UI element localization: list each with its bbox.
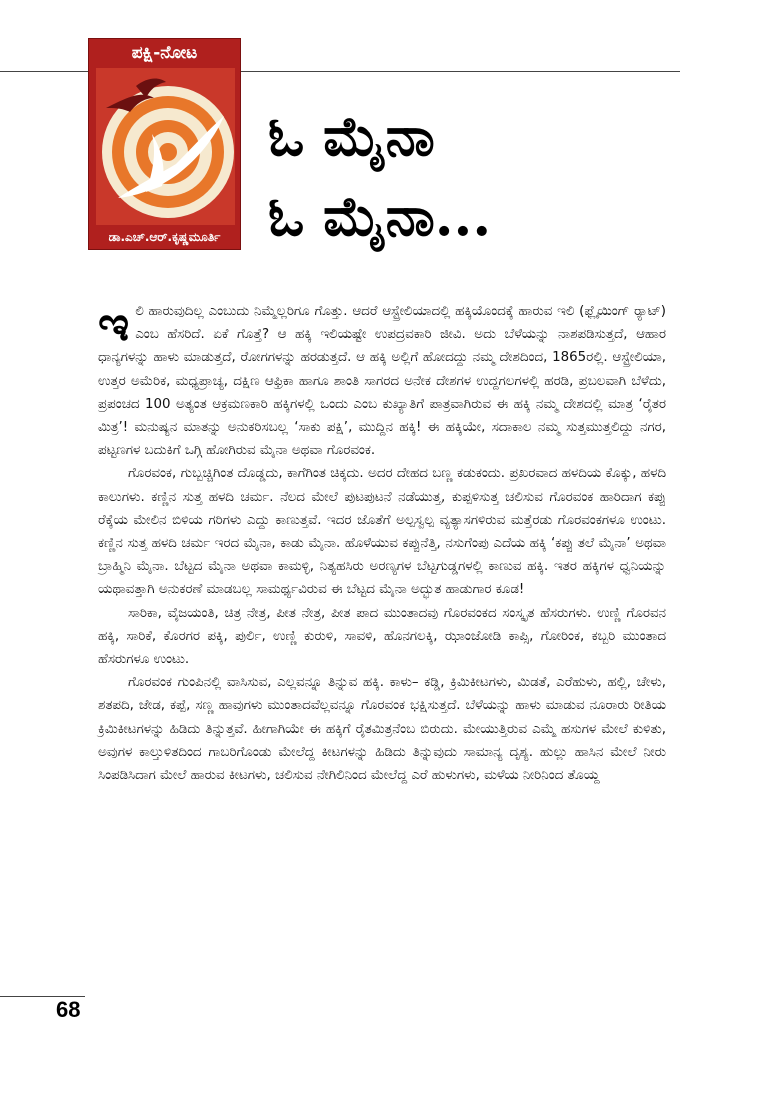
bird-target-illustration — [96, 68, 235, 225]
author-name: ಡಾ.ಎಚ್.ಆರ್.ಕೃಷ್ಣಮೂರ್ತಿ — [108, 230, 221, 244]
article-paragraph: ಗೊರವಂಕ ಗುಂಪಿನಲ್ಲಿ ವಾಸಿಸುವ, ಎಲ್ಲವನ್ನೂ ತಿನ್ನುವ ಹಕ್ಕಿ. ಕಾಳು– ಕಡ್ಡಿ, ಕ್ರಿಮಿಕೀಟಗಳು, ಮಿಡತೆ, ಎರೆಹುಳು, ಹಲ್ಲಿ, ಚೇಳು, ಶತಪದಿ, ಜೇಡ, ಕಪ್ಪೆ, ಸಣ್ಣ ಹಾವುಗಳು ಮುಂತಾದವೆಲ್ಲವನ್ನೂ ಗೊರವಂಕ ಭಕ್ಷಿಸುತ್ತದೆ. ಬೆಳೆಯನ್ನು ಹಾಳು ಮಾಡುವ ನೂರಾರು ರೀತಿಯ ಕ್ರಿಮಿಕೀಟಗಳನ್ನು ಹಿಡಿದು ತಿನ್ನುತ್ತವೆ. ಹೀಗಾಗಿಯೇ ಈ ಹಕ್ಕಿಗೆ ರೈತಮಿತ್ರನೆಂಬ ಬಿರುದು. ಮೇಯುತ್ತಿರುವ ಎಮ್ಮೆ ಹಸುಗಳ ಮೇಲೆ ಕುಳಿತು, ಅವುಗಳ ಕಾಲ್ತುಳಿತದಿಂದ ಗಾಬರಿಗೊಂಡು ಮೇಲೆದ್ದ ಕೀಟಗಳನ್ನು ಹಿಡಿದು ತಿನ್ನುವುದು ಸಾಮಾನ್ಯ ದೃಶ್ಯ. ಹುಲ್ಲು ಹಾಸಿನ ಮೇಲೆ ನೀರು ಸಿಂಪಡಿಸಿದಾಗ ಮೇಲೆ ಹಾರುವ ಕೀಟಗಳು, ಚಲಿಸುವ ನೇಗಿಲಿನಿಂದ ಮೇಲೆದ್ದ ಎರೆ ಹುಳುಗಳು, ಮಳೆಯ ನೀರಿನಿಂದ ತೊಯ್ದ — [98, 675, 666, 784]
article-paragraph: ಸಾರಿಕಾ, ವೈಜಯಂತಿ, ಚಿತ್ರ ನೇತ್ರ, ಪೀತ ನೇತ್ರ, ಪೀತ ಪಾದ ಮುಂತಾದವು ಗೊರವಂಕದ ಸಂಸ್ಕೃತ ಹೆಸರುಗಳು. ಉಣ್ಣಿ ಗೊರವನ ಹಕ್ಕಿ, ಸಾರಿಕೆ, ಕೊರಗರ ಪಕ್ಕಿ, ಪುರ್ಲಿ, ಉಣ್ಣಿ ಕುರುಳಿ, ಸಾವಳಿ, ಹೊನಗಲಕ್ಕಿ, ಝಾಂಜೋಡಿ ಕಾಪ್ಸಿ, ಗೋರಿಂಕ, ಕಬ್ಬರಿ ಮುಂತಾದ ಹೆಸರುಗಳೂ ಉಂಟು. — [98, 605, 666, 668]
page-number: 68 — [56, 997, 81, 1022]
article-body — [98, 296, 666, 787]
title-line-2: ಓ ಮೈನಾ... — [268, 184, 492, 248]
article-paragraph: ಗೊರವಂಕ, ಗುಬ್ಬಚ್ಚಿಗಿಂತ ದೊಡ್ಡದು, ಕಾಗೆಗಿಂತ ಚಿಕ್ಕದು. ಅದರ ದೇಹದ ಬಣ್ಣ ಕಡುಕಂದು. ಪ್ರಖರವಾದ ಹಳದಿಯ ಕೊಕ್ಕು, ಹಳದಿ ಕಾಲುಗಳು. ಕಣ್ಣಿನ ಸುತ್ತ ಹಳದಿ ಚರ್ಮ. ನೆಲದ ಮೇಲೆ ಪುಟಪುಟನೆ ನಡೆಯುತ್ತ, ಕುಪ್ಪಳಿಸುತ್ತ ಚಲಿಸುವ ಗೊರವಂಕ ಹಾರಿದಾಗ ಕಪ್ಪು ರೆಕ್ಕೆಯ ಮೇಲಿನ ಬಿಳಿಯ ಗರಿಗಳು ಎದ್ದು ಕಾಣುತ್ತವೆ. ಇದರ ಜೊತೆಗೆ ಅಲ್ಪಸ್ವಲ್ಪ ವ್ಯತ್ಯಾಸಗಳಿರುವ ಮತ್ತೆರಡು ಗೊರವಂಕಗಳೂ ಉಂಟು. ಕಣ್ಣಿನ ಸುತ್ತ ಹಳದಿ ಚರ್ಮ ಇರದ ಮೈನಾ, ಕಾಡು ಮೈನಾ. ಹೊಳೆಯುವ ಕಪ್ಪುನೆತ್ತಿ, ನಸುಗೆಂಪು ಎದೆಯ ಹಕ್ಕಿ ‘ಕಪ್ಪು ತಲೆ ಮೈನಾ’ ಅಥವಾ ಬ್ರಾಹ್ಮಿನಿ ಮೈನಾ. ಬೆಟ್ಟದ ಮೈನಾ ಅಥವಾ ಕಾಮಳ್ಳಿ, ನಿತ್ಯಹಸಿರು ಅರಣ್ಯಗಳ ಬೆಟ್ಟಗುಡ್ಡಗಳಲ್ಲಿ ಕಾಣುವ ಹಕ್ಕಿ. ಇತರ ಹಕ್ಕಿಗಳ ಧ್ವನಿಯನ್ನು ಯಥಾವತ್ತಾಗಿ ಅನುಕರಣೆ ಮಾಡಬಲ್ಲ ಸಾಮರ್ಥ್ಯವಿರುವ ಈ ಬೆಟ್ಟದ ಮೈನಾ ಅದ್ಭುತ ಹಾಡುಗಾರ ಕೂಡ! — [98, 466, 666, 598]
article-paragraph — [98, 296, 666, 462]
paragraph-text: ಲಿ ಹಾರುವುದಿಲ್ಲ ಎಂಬುದು ನಿಮ್ಮೆಲ್ಲರಿಗೂ ಗೊತ್ತು. ಆದರೆ ಆಸ್ಟ್ರೇಲಿಯಾದಲ್ಲಿ ಹಕ್ಕಿಯೊಂದಕ್ಕೆ ಹಾರುವ ಇಲಿ (ಫ್ಲೈಯಿಂಗ್ ರ‍್ಯಾಟ್) ಎಂಬ ಹೆಸರಿದೆ. ಏಕೆ ಗೊತ್ತೆ? ಆ ಹಕ್ಕಿ ಇಲಿಯಷ್ಟೇ ಉಪದ್ರವಕಾರಿ ಜೀವಿ. ಅದು ಬೆಳೆಯನ್ನು ನಾಶಪಡಿಸುತ್ತದೆ, ಆಹಾರ ಧಾನ್ಯಗಳನ್ನು ಹಾಳು ಮಾಡುತ್ತದೆ, ರೋಗಗಳನ್ನು ಹರಡುತ್ತದೆ. ಆ ಹಕ್ಕಿ ಅಲ್ಲಿಗೆ ಹೋದದ್ದು ನಮ್ಮ ದೇಶದಿಂದ, 1865ರಲ್ಲಿ. ಆಸ್ಟ್ರೇಲಿಯಾ, ಉತ್ತರ ಅಮೆರಿಕ, ಮಧ್ಯಪ್ರಾಚ್ಯ, ದಕ್ಷಿಣ ಆಫ್ರಿಕಾ ಹಾಗೂ ಶಾಂತಿ ಸಾಗರದ ಅನೇಕ ದೇಶಗಳ ಉದ್ದಗಲಗಳಲ್ಲಿ ಹರಡಿ, ಪ್ರಬಲವಾಗಿ ಬೆಳೆದು, ಪ್ರಪಂಚದ 100 ಅತ್ಯಂತ ಆಕ್ರಮಣಕಾರಿ ಹಕ್ಕಿಗಳಲ್ಲಿ ಒಂದು ಎಂಬ ಕುಖ್ಯಾತಿಗೆ ಪಾತ್ರವಾಗಿರುವ ಈ ಹಕ್ಕಿ ನಮ್ಮ ದೇಶದಲ್ಲಿ ಮಾತ್ರ ‘ರೈತರ ಮಿತ್ರ’! ಮನುಷ್ಯನ ಮಾತನ್ನು ಅನುಕರಿಸಬಲ್ಲ ‘ಸಾಕು ಪಕ್ಷಿ’, ಮುದ್ದಿನ ಹಕ್ಕಿ! ಈ ಹಕ್ಕಿಯೇ, ಸದಾಕಾಲ ನಮ್ಮ ಸುತ್ತಮುತ್ತಲಿದ್ದು ನಗರ, ಪಟ್ಟಣಗಳ ಬದುಕಿಗೆ ಒಗ್ಗಿ ಹೋಗಿರುವ ಮೈನಾ ಅಥವಾ ಗೊರವಂಕ. — [98, 304, 666, 459]
article-title — [268, 96, 688, 256]
column-banner — [88, 38, 241, 250]
drop-cap: ಇ — [98, 296, 130, 352]
title-line-1: ಓ ಮೈನಾ — [268, 104, 435, 168]
column-name: ಪಕ್ಷಿ-ನೋಟ — [131, 43, 198, 63]
